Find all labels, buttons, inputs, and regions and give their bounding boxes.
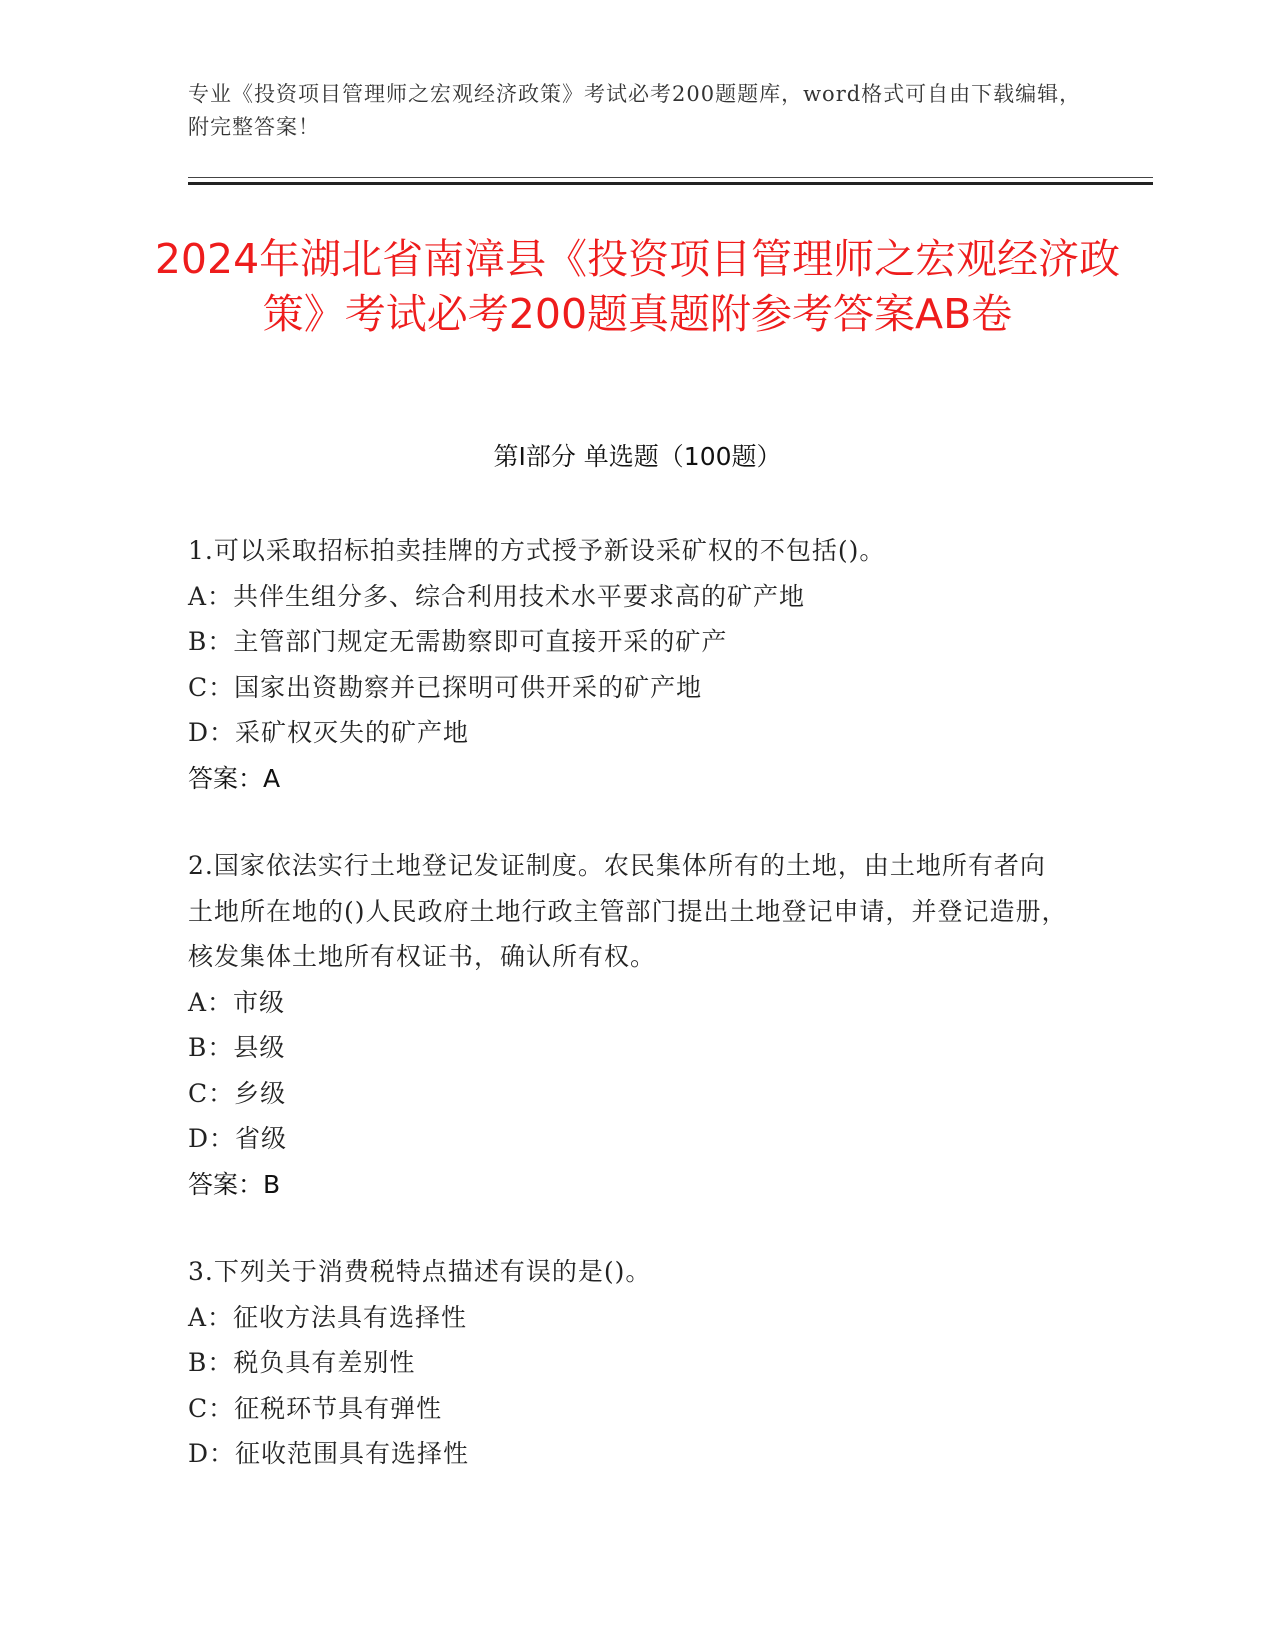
option-c: C：乡级 <box>188 1078 287 1108</box>
option-b: B：税负具有差别性 <box>188 1348 416 1377</box>
question-3 <box>188 1249 1068 1477</box>
answer: 答案：A <box>188 763 281 793</box>
question-2 <box>188 843 1068 1207</box>
section-title: 第Ⅰ部分 单选题（100题） <box>493 442 782 471</box>
option-c: C：国家出资勘察并已探明可供开采的矿产地 <box>188 672 703 702</box>
answer: 答案：B <box>188 1169 281 1199</box>
question-1 <box>188 528 1068 801</box>
option-b: B：主管部门规定无需勘察即可直接开采的矿产 <box>188 627 728 656</box>
question-stem: 3.下列关于消费税特点描述有误的是()。 <box>188 1257 652 1286</box>
question-list <box>188 528 1068 1519</box>
option-d: D：采矿权灭失的矿产地 <box>188 718 470 747</box>
option-a: A：市级 <box>188 987 286 1017</box>
question-stem: 1.可以采取招标拍卖挂牌的方式授予新设采矿权的不包括()。 <box>188 536 886 565</box>
option-b: B：县级 <box>188 1033 286 1062</box>
option-d: D：征收范围具有选择性 <box>188 1439 470 1468</box>
option-c: C：征税环节具有弹性 <box>188 1393 443 1423</box>
option-d: D：省级 <box>188 1124 288 1153</box>
option-a: A：征收方法具有选择性 <box>188 1302 468 1332</box>
option-a: A：共伴生组分多、综合利用技术水平要求高的矿产地 <box>188 581 806 611</box>
question-stem: 2.国家依法实行土地登记发证制度。农民集体所有的土地，由土地所有者向土地所在地的()人民政府土地行政主管部门提出土地登记申请，并登记造册，核发集体土地所有权证书，确认所有权。 <box>188 851 1068 971</box>
document-title: 2024年湖北省南漳县《投资项目管理师之宏观经济政策》考试必考200题真题附参考答案AB卷 <box>154 235 1121 338</box>
header-divider-thin <box>188 177 1153 178</box>
header-divider-thick <box>188 182 1153 185</box>
header-note: 专业《投资项目管理师之宏观经济政策》考试必考200题题库，word格式可自由下载编辑，附完整答案！ <box>188 82 1082 139</box>
